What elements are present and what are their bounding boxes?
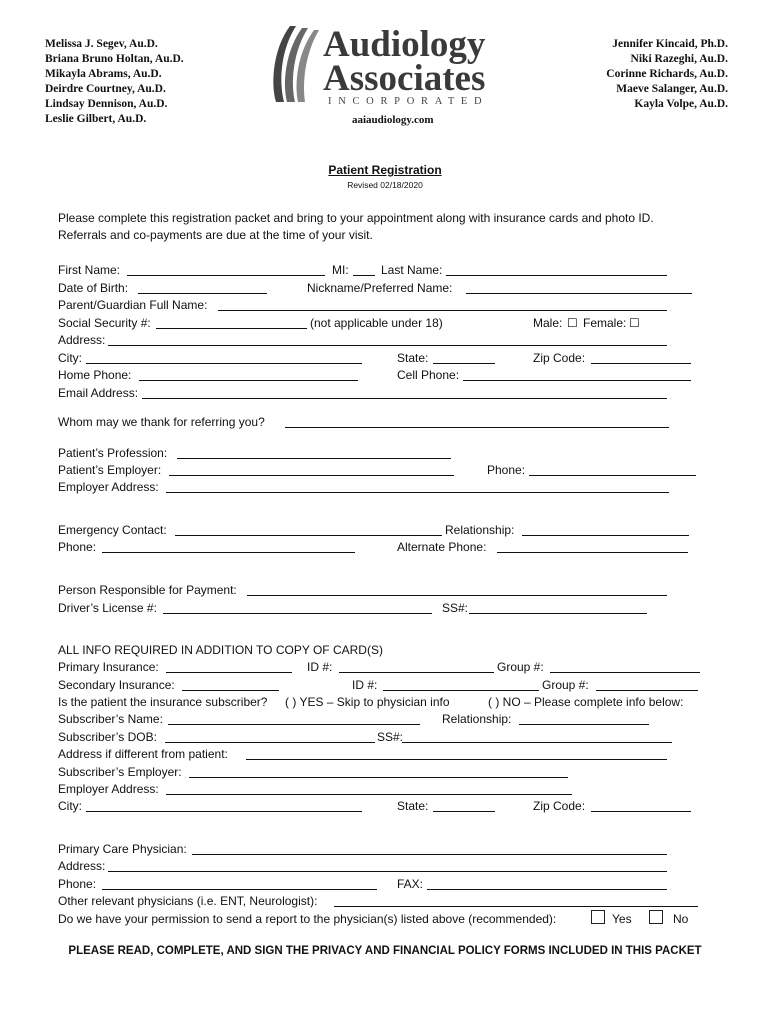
ssn-label: Social Security #: xyxy=(58,316,151,330)
staff-name: Kayla Volpe, Au.D. xyxy=(634,98,728,110)
referral-label: Whom may we thank for referring you? xyxy=(58,415,265,429)
relationship-field[interactable] xyxy=(522,535,689,536)
subscriber-name-field[interactable] xyxy=(168,724,420,725)
staff-name: Briana Bruno Holtan, Au.D. xyxy=(45,53,184,65)
subscriber-zip-field[interactable] xyxy=(591,811,691,812)
primary-insurance-field[interactable] xyxy=(166,672,292,673)
permission-yes-checkbox[interactable] xyxy=(591,910,605,924)
emergency-phone-label: Phone: xyxy=(58,540,97,554)
secondary-id-label: ID #: xyxy=(352,678,378,692)
nickname-label: Nickname/Preferred Name: xyxy=(307,281,453,295)
first-name-field[interactable] xyxy=(127,275,325,276)
subscriber-employer-address-field[interactable] xyxy=(166,794,572,795)
ssn-field[interactable] xyxy=(156,328,307,329)
form-title: Patient Registration xyxy=(328,163,442,177)
email-label: Email Address: xyxy=(58,386,139,400)
revision-date: Revised 02/18/2020 xyxy=(347,180,423,190)
staff-name: Maeve Salanger, Au.D. xyxy=(616,83,728,95)
guardian-label: Parent/Guardian Full Name: xyxy=(58,298,208,312)
insurance-heading: ALL INFO REQUIRED IN ADDITION TO COPY OF CARD(S) xyxy=(58,643,383,657)
address-if-different-label: Address if different from patient: xyxy=(58,747,228,761)
intro-text: Referrals and co-payments are due at the time of your visit. xyxy=(58,228,373,242)
subscriber-name-label: Subscriber’s Name: xyxy=(58,712,163,726)
home-phone-field[interactable] xyxy=(139,380,358,381)
employer-field[interactable] xyxy=(169,475,454,476)
responsible-ss-field[interactable] xyxy=(469,613,647,614)
secondary-insurance-label: Secondary Insurance: xyxy=(58,678,175,692)
first-name-label: First Name: xyxy=(58,263,121,277)
employer-phone-field[interactable] xyxy=(529,475,696,476)
home-phone-label: Home Phone: xyxy=(58,368,132,382)
pcp-label: Primary Care Physician: xyxy=(58,842,187,856)
female-checkbox[interactable]: ☐ xyxy=(629,316,640,330)
address-if-different-field[interactable] xyxy=(246,759,667,760)
physician-fax-label: FAX: xyxy=(397,877,424,891)
intro-text: Please complete this registration packet and bring to your appointment along with insurance cards and photo ID. xyxy=(58,211,654,225)
physician-address-field[interactable] xyxy=(108,871,667,872)
ssn-note: (not applicable under 18) xyxy=(310,316,443,330)
logo-word-associates: Associates xyxy=(323,58,486,99)
mi-label: MI: xyxy=(332,263,349,277)
primary-id-field[interactable] xyxy=(339,672,494,673)
subscriber-employer-label: Subscriber’s Employer: xyxy=(58,765,182,779)
logo-word-audiology: Audiology xyxy=(323,24,486,65)
drivers-license-label: Driver’s License #: xyxy=(58,601,157,615)
email-field[interactable] xyxy=(142,398,667,399)
responsible-party-label: Person Responsible for Payment: xyxy=(58,583,237,597)
staff-name: Niki Razeghi, Au.D. xyxy=(630,53,728,65)
guardian-field[interactable] xyxy=(218,310,667,311)
other-physicians-label: Other relevant physicians (i.e. ENT, Neurologist): xyxy=(58,894,318,908)
state-label: State: xyxy=(397,351,429,365)
primary-group-label: Group #: xyxy=(497,660,544,674)
state-field[interactable] xyxy=(433,363,495,364)
other-physicians-field[interactable] xyxy=(334,906,698,907)
responsible-party-field[interactable] xyxy=(247,595,667,596)
company-logo xyxy=(268,20,518,110)
employer-label: Patient’s Employer: xyxy=(58,463,162,477)
primary-insurance-label: Primary Insurance: xyxy=(58,660,159,674)
employer-address-field[interactable] xyxy=(166,492,669,493)
subscriber-state-label: State: xyxy=(397,799,429,813)
subscriber-employer-field[interactable] xyxy=(189,777,568,778)
subscriber-city-label: City: xyxy=(58,799,82,813)
ear-swoosh-icon xyxy=(268,22,328,104)
subscriber-relationship-label: Relationship: xyxy=(442,712,512,726)
emergency-contact-label: Emergency Contact: xyxy=(58,523,167,537)
staff-name: Mikayla Abrams, Au.D. xyxy=(45,68,162,80)
website-url: aaiaudiology.com xyxy=(352,114,434,126)
secondary-group-field[interactable] xyxy=(596,690,698,691)
staff-name: Deirdre Courtney, Au.D. xyxy=(45,83,166,95)
dob-label: Date of Birth: xyxy=(58,281,129,295)
last-name-label: Last Name: xyxy=(381,263,443,277)
permission-yes-label: Yes xyxy=(612,912,632,926)
employer-phone-label: Phone: xyxy=(487,463,526,477)
female-label: Female: xyxy=(583,316,627,330)
secondary-id-field[interactable] xyxy=(383,690,539,691)
zip-field[interactable] xyxy=(591,363,691,364)
subscriber-city-field[interactable] xyxy=(86,811,362,812)
staff-name: Jennifer Kincaid, Ph.D. xyxy=(612,38,728,50)
nickname-field[interactable] xyxy=(466,293,692,294)
subscriber-question: Is the patient the insurance subscriber? xyxy=(58,695,268,709)
logo-tagline: INCORPORATED xyxy=(328,96,489,107)
permission-no-checkbox[interactable] xyxy=(649,910,663,924)
permission-question: Do we have your permission to send a report to the physician(s) listed above (recommended): xyxy=(58,912,557,926)
alt-phone-label: Alternate Phone: xyxy=(397,540,487,554)
staff-list-left xyxy=(45,37,184,127)
dob-field[interactable] xyxy=(138,293,267,294)
subscriber-yes-option[interactable]: ( ) YES – Skip to physician info xyxy=(285,695,450,709)
mi-field[interactable] xyxy=(353,275,375,276)
address-field[interactable] xyxy=(108,345,667,346)
responsible-ss-label: SS#: xyxy=(442,601,469,615)
footer-instruction: PLEASE READ, COMPLETE, AND SIGN THE PRIVACY AND FINANCIAL POLICY FORMS INCLUDED IN THIS PACKET xyxy=(68,945,702,957)
last-name-field[interactable] xyxy=(446,275,667,276)
cell-phone-label: Cell Phone: xyxy=(397,368,460,382)
employer-address-label: Employer Address: xyxy=(58,480,159,494)
subscriber-relationship-field[interactable] xyxy=(519,724,649,725)
physician-phone-field[interactable] xyxy=(102,889,377,890)
male-label: Male: xyxy=(533,316,563,330)
primary-id-label: ID #: xyxy=(307,660,333,674)
alt-phone-field[interactable] xyxy=(497,552,688,553)
staff-name: Leslie Gilbert, Au.D. xyxy=(45,113,147,125)
staff-name: Melissa J. Segev, Au.D. xyxy=(45,38,158,50)
zip-label: Zip Code: xyxy=(533,351,586,365)
referral-field[interactable] xyxy=(285,427,669,428)
pcp-field[interactable] xyxy=(192,854,667,855)
physician-fax-field[interactable] xyxy=(427,889,667,890)
physician-address-label: Address: xyxy=(58,859,106,873)
physician-phone-label: Phone: xyxy=(58,877,97,891)
primary-group-field[interactable] xyxy=(550,672,700,673)
subscriber-state-field[interactable] xyxy=(433,811,495,812)
profession-label: Patient’s Profession: xyxy=(58,446,168,460)
city-label: City: xyxy=(58,351,82,365)
cell-phone-field[interactable] xyxy=(463,380,691,381)
male-checkbox[interactable]: ☐ xyxy=(567,316,578,330)
staff-name: Lindsay Dennison, Au.D. xyxy=(45,98,168,110)
subscriber-ss-label: SS#: xyxy=(377,730,404,744)
subscriber-dob-label: Subscriber’s DOB: xyxy=(58,730,157,744)
permission-no-label: No xyxy=(673,912,689,926)
subscriber-dob-field[interactable] xyxy=(165,742,375,743)
drivers-license-field[interactable] xyxy=(163,613,432,614)
staff-list-right xyxy=(606,37,728,112)
subscriber-zip-label: Zip Code: xyxy=(533,799,586,813)
emergency-phone-field[interactable] xyxy=(102,552,355,553)
profession-field[interactable] xyxy=(177,458,451,459)
subscriber-ss-field[interactable] xyxy=(402,742,672,743)
secondary-insurance-field[interactable] xyxy=(182,690,279,691)
city-field[interactable] xyxy=(86,363,362,364)
emergency-contact-field[interactable] xyxy=(175,535,442,536)
address-label: Address: xyxy=(58,333,106,347)
relationship-label: Relationship: xyxy=(445,523,515,537)
staff-name: Corinne Richards, Au.D. xyxy=(606,68,728,80)
secondary-group-label: Group #: xyxy=(542,678,589,692)
subscriber-no-option[interactable]: ( ) NO – Please complete info below: xyxy=(488,695,684,709)
subscriber-employer-address-label: Employer Address: xyxy=(58,782,159,796)
